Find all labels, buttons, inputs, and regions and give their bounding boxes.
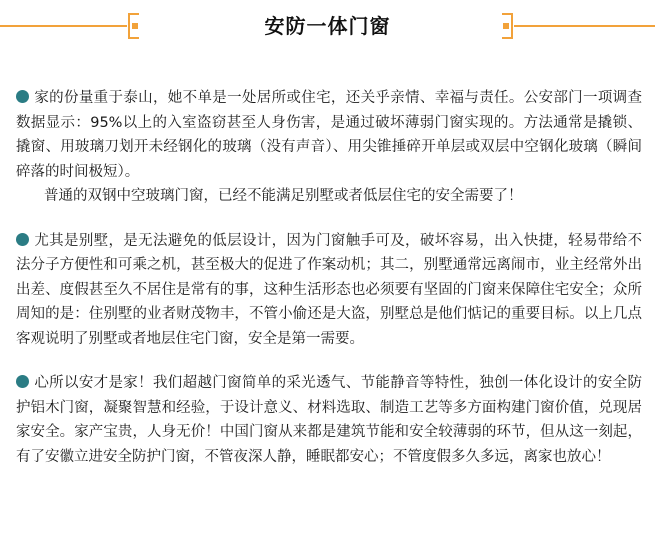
bracket-right-icon [501, 13, 513, 39]
article-body [16, 86, 642, 469]
paragraph-note: 普通的双钢中空玻璃门窗，已经不能满足别墅或者低层住宅的安全需要了！ [44, 188, 523, 204]
paragraph-text: 心所以安才是家！我们超越门窗简单的采光透气、节能静音等特性，独创一体化设计的安全防护铝木门窗，凝聚智慧和经验，于设计意义、材料选取、制造工艺等多方面构建门窗价值，兑现居家安全。家产宝贵，人身无价！中国门窗从来都是建筑节能和安全较薄弱的环节，但从这一刻起，有了安徽立进安全防护门窗，不管夜深人静，睡眠都安心；不管度假多久多远，离家也放心！ [16, 375, 642, 465]
paragraph-product-value [16, 371, 642, 469]
paragraph-home-security [16, 86, 642, 209]
page-title: 安防一体门窗 [264, 14, 391, 38]
paragraph-text: 尤其是别墅，是无法避免的低层设计，因为门窗触手可及，破坏容易，出入快捷，轻易带给不法分子方便性和可乘之机，甚至极大的促进了作案动机；其二，别墅通常远离闹市，业主经常外出出差、度假甚至久不居住是常有的事，这种生活形态也必须要有坚固的门窗来保障住宅安全；众所周知的是：住别墅的业者财茂物丰，不管小偷还是大盗，别墅总是他们惦记的重要目标。以上几点客观说明了别墅或者地层住宅门窗，安全是第一需要。 [16, 232, 642, 347]
teal-dot-icon [16, 90, 29, 103]
teal-dot-icon [16, 233, 29, 246]
paragraph-villa-risk [16, 229, 642, 352]
title-bar [0, 0, 655, 52]
paragraph-text: 家的份量重于泰山，她不单是一处居所或住宅，还关乎亲情、幸福与责任。公安部门一项调查数据显示：95%以上的入室盗窃甚至人身伤害，是通过破坏薄弱门窗实现的。方法通常是撬锁、撬窗、用玻璃刀划开未经钢化的玻璃（没有声音）、用尖锥捶碎开单层或双层中空钢化玻璃（瞬间碎落的时间极短）。 [16, 90, 642, 180]
teal-dot-icon [16, 375, 29, 388]
title-divider-right [514, 25, 655, 27]
